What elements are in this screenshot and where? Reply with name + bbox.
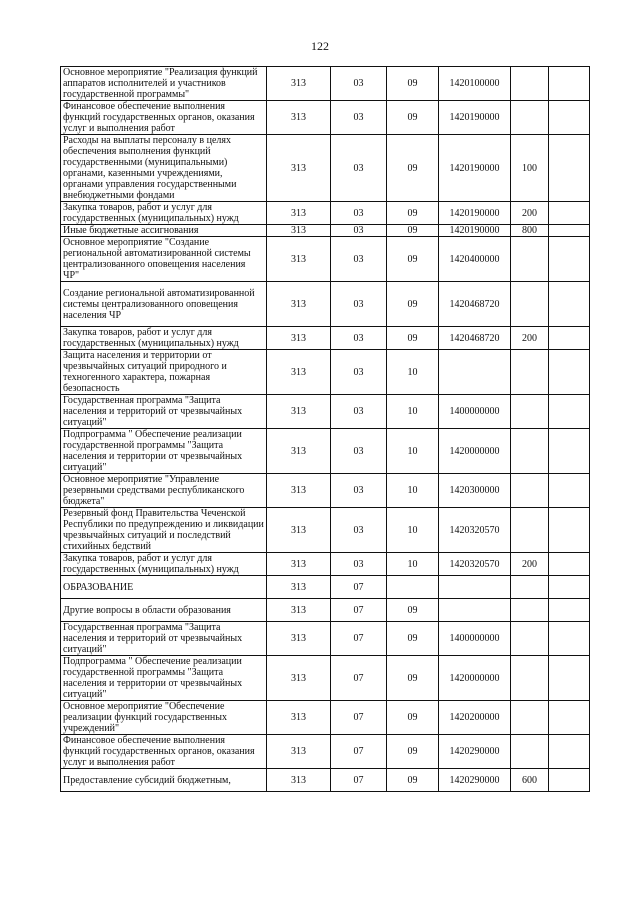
section-code: 03 [331, 350, 387, 395]
grbs-code: 313 [267, 599, 331, 622]
grbs-code: 313 [267, 395, 331, 429]
grbs-code: 313 [267, 429, 331, 474]
empty-cell [549, 508, 590, 553]
expense-type-code [511, 282, 549, 327]
target-article-code [439, 576, 511, 599]
target-article-code: 1420190000 [439, 202, 511, 225]
grbs-code: 313 [267, 656, 331, 701]
empty-cell [549, 395, 590, 429]
table-row [61, 101, 590, 135]
table-row [61, 474, 590, 508]
empty-cell [549, 553, 590, 576]
expense-type-code [511, 101, 549, 135]
expense-type-code [511, 622, 549, 656]
target-article-code: 1420468720 [439, 327, 511, 350]
target-article-code: 1420190000 [439, 135, 511, 202]
empty-cell [549, 622, 590, 656]
empty-cell [549, 735, 590, 769]
subsection-code: 10 [387, 350, 439, 395]
expense-type-code [511, 395, 549, 429]
subsection-code: 10 [387, 474, 439, 508]
expense-name: ОБРАЗОВАНИЕ [61, 576, 267, 599]
expense-name: Основное мероприятие "Создание региональной автоматизированной системы централизованного оповещения населения ЧР" [61, 237, 267, 282]
expense-type-code [511, 237, 549, 282]
section-code: 07 [331, 701, 387, 735]
subsection-code: 10 [387, 508, 439, 553]
subsection-code: 10 [387, 429, 439, 474]
table-row [61, 599, 590, 622]
expense-name: Закупка товаров, работ и услуг для государственных (муниципальных) нужд [61, 553, 267, 576]
subsection-code: 09 [387, 701, 439, 735]
expense-name: Основное мероприятие "Реализация функций аппаратов исполнителей и участников государственной программы" [61, 67, 267, 101]
table-row [61, 395, 590, 429]
subsection-code: 10 [387, 395, 439, 429]
grbs-code: 313 [267, 701, 331, 735]
target-article-code: 1420190000 [439, 101, 511, 135]
table-row [61, 282, 590, 327]
grbs-code: 313 [267, 735, 331, 769]
expense-type-code: 100 [511, 135, 549, 202]
empty-cell [549, 429, 590, 474]
target-article-code: 1420000000 [439, 656, 511, 701]
target-article-code: 1420320570 [439, 508, 511, 553]
table-row [61, 429, 590, 474]
section-code: 03 [331, 101, 387, 135]
expense-type-code [511, 599, 549, 622]
empty-cell [549, 135, 590, 202]
table-row [61, 576, 590, 599]
empty-cell [549, 350, 590, 395]
empty-cell [549, 701, 590, 735]
expense-name: Расходы на выплаты персоналу в целях обеспечения выполнения функций государственными (муниципальными) органами, казенными учреждениями, органами управления государственными внебюджетными фондами [61, 135, 267, 202]
expense-type-code: 200 [511, 327, 549, 350]
expense-name: Государственная программа "Защита населения и территорий от чрезвычайных ситуаций" [61, 395, 267, 429]
grbs-code: 313 [267, 576, 331, 599]
grbs-code: 313 [267, 237, 331, 282]
subsection-code: 09 [387, 735, 439, 769]
grbs-code: 313 [267, 508, 331, 553]
target-article-code: 1420200000 [439, 701, 511, 735]
subsection-code: 09 [387, 622, 439, 656]
grbs-code: 313 [267, 769, 331, 792]
expense-type-code [511, 474, 549, 508]
target-article-code: 1420400000 [439, 237, 511, 282]
section-code: 03 [331, 508, 387, 553]
section-code: 07 [331, 622, 387, 656]
subsection-code: 10 [387, 553, 439, 576]
table-row [61, 67, 590, 101]
section-code: 03 [331, 429, 387, 474]
grbs-code: 313 [267, 327, 331, 350]
expense-type-code [511, 576, 549, 599]
target-article-code: 1420290000 [439, 769, 511, 792]
subsection-code: 09 [387, 599, 439, 622]
section-code: 03 [331, 327, 387, 350]
empty-cell [549, 202, 590, 225]
subsection-code: 09 [387, 101, 439, 135]
section-code: 03 [331, 202, 387, 225]
target-article-code: 1420468720 [439, 282, 511, 327]
table-row [61, 735, 590, 769]
subsection-code: 09 [387, 202, 439, 225]
section-code: 03 [331, 553, 387, 576]
section-code: 03 [331, 67, 387, 101]
expense-name: Резервный фонд Правительства Чеченской Республики по предупреждению и ликвидации чрезвычайных ситуаций и последствий стихийных бедствий [61, 508, 267, 553]
expense-name: Подпрограмма " Обеспечение реализации государственной программы "Защита населения и территории от чрезвычайных ситуаций" [61, 656, 267, 701]
subsection-code: 09 [387, 769, 439, 792]
expense-name: Защита населения и территории от чрезвычайных ситуаций природного и техногенного характера, пожарная безопасность [61, 350, 267, 395]
subsection-code: 09 [387, 327, 439, 350]
section-code: 07 [331, 735, 387, 769]
table-row [61, 769, 590, 792]
expense-type-code: 800 [511, 225, 549, 237]
table-row [61, 135, 590, 202]
target-article-code: 1420100000 [439, 67, 511, 101]
target-article-code: 1400000000 [439, 622, 511, 656]
table-row [61, 508, 590, 553]
subsection-code: 09 [387, 225, 439, 237]
expense-type-code [511, 429, 549, 474]
expense-name: Другие вопросы в области образования [61, 599, 267, 622]
grbs-code: 313 [267, 553, 331, 576]
grbs-code: 313 [267, 474, 331, 508]
expense-name: Закупка товаров, работ и услуг для государственных (муниципальных) нужд [61, 202, 267, 225]
expense-name: Создание региональной автоматизированной системы централизованного оповещения населения ЧР [61, 282, 267, 327]
target-article-code: 1420000000 [439, 429, 511, 474]
expense-type-code: 200 [511, 202, 549, 225]
target-article-code: 1400000000 [439, 395, 511, 429]
target-article-code [439, 599, 511, 622]
grbs-code: 313 [267, 225, 331, 237]
section-code: 03 [331, 237, 387, 282]
expense-type-code [511, 350, 549, 395]
empty-cell [549, 474, 590, 508]
subsection-code: 09 [387, 135, 439, 202]
expense-type-code [511, 508, 549, 553]
grbs-code: 313 [267, 67, 331, 101]
budget-table [60, 66, 590, 792]
expense-type-code [511, 656, 549, 701]
empty-cell [549, 101, 590, 135]
grbs-code: 313 [267, 282, 331, 327]
section-code: 07 [331, 599, 387, 622]
empty-cell [549, 576, 590, 599]
expense-name: Государственная программа "Защита населения и территорий от чрезвычайных ситуаций" [61, 622, 267, 656]
grbs-code: 313 [267, 135, 331, 202]
table-body [61, 67, 590, 792]
target-article-code: 1420290000 [439, 735, 511, 769]
empty-cell [549, 656, 590, 701]
expense-type-code: 200 [511, 553, 549, 576]
subsection-code: 09 [387, 67, 439, 101]
section-code: 07 [331, 769, 387, 792]
target-article-code [439, 350, 511, 395]
table-row [61, 553, 590, 576]
subsection-code: 09 [387, 237, 439, 282]
target-article-code: 1420300000 [439, 474, 511, 508]
empty-cell [549, 769, 590, 792]
table-row [61, 656, 590, 701]
expense-type-code [511, 735, 549, 769]
empty-cell [549, 67, 590, 101]
expense-type-code: 600 [511, 769, 549, 792]
empty-cell [549, 282, 590, 327]
table-row [61, 622, 590, 656]
expense-name: Иные бюджетные ассигнования [61, 225, 267, 237]
table-row [61, 237, 590, 282]
table-row [61, 350, 590, 395]
grbs-code: 313 [267, 202, 331, 225]
expense-name: Подпрограмма " Обеспечение реализации государственной программы "Защита населения и территории от чрезвычайных ситуаций" [61, 429, 267, 474]
expense-name: Предоставление субсидий бюджетным, [61, 769, 267, 792]
table-row [61, 225, 590, 237]
section-code: 03 [331, 395, 387, 429]
section-code: 03 [331, 282, 387, 327]
section-code: 03 [331, 225, 387, 237]
section-code: 03 [331, 474, 387, 508]
expense-name: Основное мероприятие "Управление резервными средствами республиканского бюджета" [61, 474, 267, 508]
subsection-code: 09 [387, 282, 439, 327]
target-article-code: 1420190000 [439, 225, 511, 237]
section-code: 07 [331, 656, 387, 701]
expense-name: Финансовое обеспечение выполнения функций государственных органов, оказания услуг и выполнения работ [61, 735, 267, 769]
grbs-code: 313 [267, 350, 331, 395]
expense-name: Финансовое обеспечение выполнения функций государственных органов, оказания услуг и выполнения работ [61, 101, 267, 135]
expense-name: Основное мероприятие "Обеспечение реализации функций государственных учреждений" [61, 701, 267, 735]
empty-cell [549, 225, 590, 237]
subsection-code: 09 [387, 656, 439, 701]
section-code: 07 [331, 576, 387, 599]
grbs-code: 313 [267, 101, 331, 135]
empty-cell [549, 237, 590, 282]
empty-cell [549, 327, 590, 350]
target-article-code: 1420320570 [439, 553, 511, 576]
expense-type-code [511, 67, 549, 101]
subsection-code [387, 576, 439, 599]
empty-cell [549, 599, 590, 622]
expense-name: Закупка товаров, работ и услуг для государственных (муниципальных) нужд [61, 327, 267, 350]
table-row [61, 327, 590, 350]
grbs-code: 313 [267, 622, 331, 656]
table-row [61, 202, 590, 225]
expense-type-code [511, 701, 549, 735]
section-code: 03 [331, 135, 387, 202]
table-row [61, 701, 590, 735]
page-number: 122 [311, 39, 329, 53]
